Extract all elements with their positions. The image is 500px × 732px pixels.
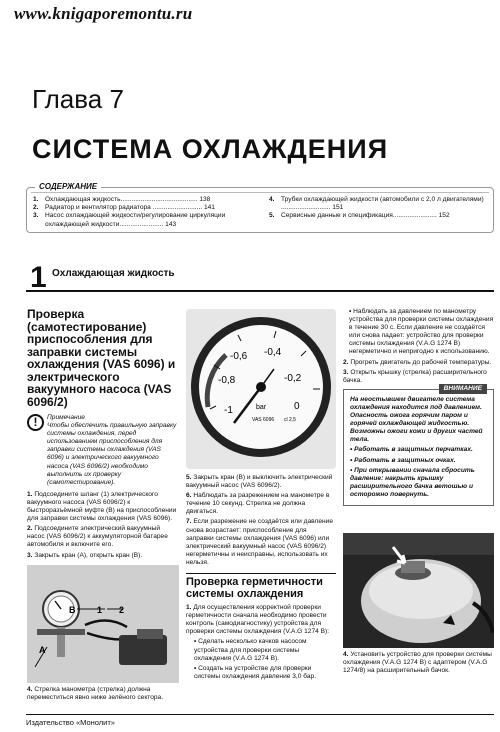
subsection-heading: Проверка (самотестирование) приспособления для заправки системы охлаждения (VAS 6096) и электрического вакуумного насоса (VAS 6096/2) — [27, 307, 176, 409]
step-text: Открыть крышку (стрелка) расширительного бачка. — [343, 368, 487, 384]
column-3-bottom — [343, 651, 494, 677]
vacuum-pump-illustration — [27, 565, 179, 683]
exclamation-icon: ! — [27, 414, 44, 431]
gauge-unit: bar — [256, 404, 267, 411]
label-b: B — [69, 605, 76, 615]
warning-text: • Работать в защитных перчатках. — [350, 446, 473, 454]
column-3 — [343, 308, 494, 506]
warning-text: На неостывшем двигателе система охлаждения находится под давлением. Опасность ожога горячим паром и горячей охлаждающей жидкостью. Возможны ожоги кожи и других частей тела. — [350, 395, 483, 444]
column-1-bottom — [27, 686, 179, 704]
gauge-tick-label: -0,2 — [284, 373, 302, 384]
gauge-tick-label: -1 — [224, 405, 233, 416]
warning-text: • При открывании сначала сбросить давление: накрыть крышку расширительного бачка ветошью и осторожно повернуть. — [350, 466, 475, 498]
warning-box — [343, 384, 494, 506]
step-text: Подсоедините шланг (1) электрического вакуумного насоса (VAS 6096/2) к быстроразъёмной муфте (B) на приспособлении для заправки системы охлаждения (VAS 6096). — [27, 490, 177, 523]
bullet-item — [186, 638, 336, 662]
step-item — [27, 686, 179, 702]
bullet-item — [343, 308, 494, 357]
toc-label: СОДЕРЖАНИЕ — [35, 182, 101, 191]
gauge-tick-label: -0,4 — [264, 347, 282, 358]
step-text: Наблюдать за разрежением на манометре в течение 10 секунд. Стрелка не должна двигаться. — [186, 492, 330, 516]
toc-divider — [31, 192, 489, 193]
gauge-brand: VAS 6096 — [252, 417, 275, 423]
label-1: 1 — [97, 605, 103, 615]
step-item — [27, 525, 179, 549]
step-number: 3. — [343, 368, 349, 376]
step-text: Подсоедините электрический вакуумный насос (VAS 6096/2) к аккумуляторной батарее автомобиля и включите его. — [27, 525, 168, 549]
expansion-tank-illustration — [343, 533, 494, 648]
step-text: Закрыть кран (A), открыть кран (B). — [34, 551, 143, 559]
step-item — [186, 518, 336, 567]
step-item — [343, 651, 494, 675]
toc-item[interactable] — [33, 196, 263, 204]
gauge-class: cl 2,5 — [284, 417, 296, 423]
step-text: Стрелка манометра (стрелка) должна переместиться явно ниже зелёного сектора. — [27, 686, 164, 702]
toc-item[interactable] — [269, 196, 489, 212]
column-2 — [186, 474, 336, 683]
step-number: 2. — [343, 358, 349, 366]
label-a: A — [39, 645, 46, 655]
gauge-tick-label: 0 — [294, 401, 300, 412]
step-item — [186, 492, 336, 516]
warning-label: ВНИМАНИЕ — [439, 384, 487, 394]
step-item — [343, 359, 494, 367]
step-number: 1. — [186, 604, 192, 612]
bullet-mark: • — [194, 638, 197, 646]
bullet-text: Сделать несколько качков насосом устройства для проверки системы охлаждения (V.A.G 1274 B). — [194, 638, 307, 662]
toc-right-column — [269, 196, 489, 221]
toc-item-text: Радиатор и вентилятор радиатора ........................... 141 — [45, 204, 215, 212]
note-block — [27, 414, 179, 487]
step-number: 6. — [186, 492, 192, 500]
expansion-tank-photo — [343, 533, 494, 648]
bullet-mark: • — [194, 664, 197, 672]
step-item — [27, 491, 179, 523]
toc-item-number: 5. — [269, 212, 275, 220]
section-header — [26, 260, 494, 292]
note-title: Примечание — [47, 414, 85, 421]
step-text: Для осуществления корректной проверки герметичности сначала необходимо провести контроль (самодиагностику) устройства для проверки системы охлаждения (V.A.G 1274 B): — [186, 604, 330, 636]
step-text: Закрыть кран (B) и выключить электрический вакуумный насос (VAS 6096/2). — [186, 474, 333, 490]
toc-item-text: Насос охлаждающей жидкости/регулирование циркуляции охлаждающей жидкости........................ 143 — [45, 212, 226, 228]
step-item — [343, 369, 494, 385]
bullet-mark: • — [349, 308, 352, 315]
toc-item-text: Сервисные данные и спецификация........................ 152 — [281, 212, 450, 220]
manometer-photo — [186, 309, 336, 469]
step-item — [186, 604, 336, 636]
step-number: 4. — [343, 651, 349, 658]
step-number: 7. — [186, 518, 192, 526]
toc-item-number: 3. — [33, 212, 39, 220]
section-number: 1 — [30, 261, 47, 294]
toc-left-column — [33, 196, 263, 229]
step-number: 1. — [27, 490, 33, 498]
toc-item-text: Охлаждающая жидкость.......................................... 138 — [45, 196, 211, 203]
step-item — [186, 474, 336, 490]
subsection-heading: Проверка герметичности системы охлаждения — [186, 573, 336, 600]
step-number: 2. — [27, 525, 33, 533]
bullet-item — [186, 665, 336, 681]
table-of-contents — [26, 182, 494, 233]
step-text: Если разрежение не создаётся или давление снова возрастает: приспособление для заправки системы охлаждения (VAS 6096) или электрический вакуумный насос (VAS 6096/2) негерметичны и неисправны, использовать их нельзя. — [186, 518, 333, 566]
chapter-label: Глава 7 — [32, 84, 124, 114]
section-title: Охлаждающая жидкость — [52, 268, 175, 279]
toc-item-text: Трубки охлаждающей жидкости (автомобили с 2,0 л двигателями) ........................... 151 — [281, 196, 484, 212]
toc-item-number: 2. — [33, 204, 39, 212]
toc-item-number: 1. — [33, 196, 39, 203]
step-text: Установить устройство для проверки системы охлаждения (V.A.G 1274 B) с адаптером (V.A.G 1274/8) на расширительный бачок. — [343, 651, 492, 675]
toc-item-number: 4. — [269, 196, 275, 203]
manometer-illustration — [186, 309, 336, 469]
step-number: 5. — [186, 474, 192, 481]
publisher-footer: Издательство «Монолит» — [26, 718, 115, 727]
step-number: 3. — [27, 551, 33, 559]
column-1 — [27, 308, 179, 562]
note-text: Чтобы обеспечить правильную заправку системы охлаждения, перед использованием приспособления для заправки системы охлаждения (VAS 6096) и электрического вакуумного насоса (VAS 6096/2) необходимо выполнить их проверку (самотестирование). — [47, 422, 177, 486]
gauge-tick-label: -0,8 — [218, 375, 236, 386]
watermark: www.knigaporemontu.ru — [14, 4, 193, 23]
footer-divider — [26, 714, 494, 715]
step-item — [27, 552, 179, 560]
chapter-title: СИСТЕМА ОХЛАЖДЕНИЯ — [32, 134, 389, 164]
vacuum-pump-photo — [27, 565, 179, 683]
bullet-text: Создать на устройстве для проверки системы охлаждения давление 3,0 бар. — [194, 664, 317, 680]
step-number: 4. — [27, 686, 33, 693]
gauge-tick-label: -0,6 — [230, 351, 248, 362]
toc-item[interactable] — [33, 212, 263, 228]
step-text: Прогреть двигатель до рабочей температуры. — [350, 358, 492, 366]
label-2: 2 — [119, 605, 125, 615]
warning-text: • Работать в защитных очках. — [350, 456, 456, 464]
bullet-text: Наблюдать за давлением по манометру устройства для проверки системы охлаждения в течение 30 с. Если давление не создаётся или снова падает: устройство для проверки системы охлаждения (V.A.G 1274 B) негерметично и непригодно к использованию. — [349, 308, 494, 356]
toc-item[interactable] — [269, 212, 489, 220]
